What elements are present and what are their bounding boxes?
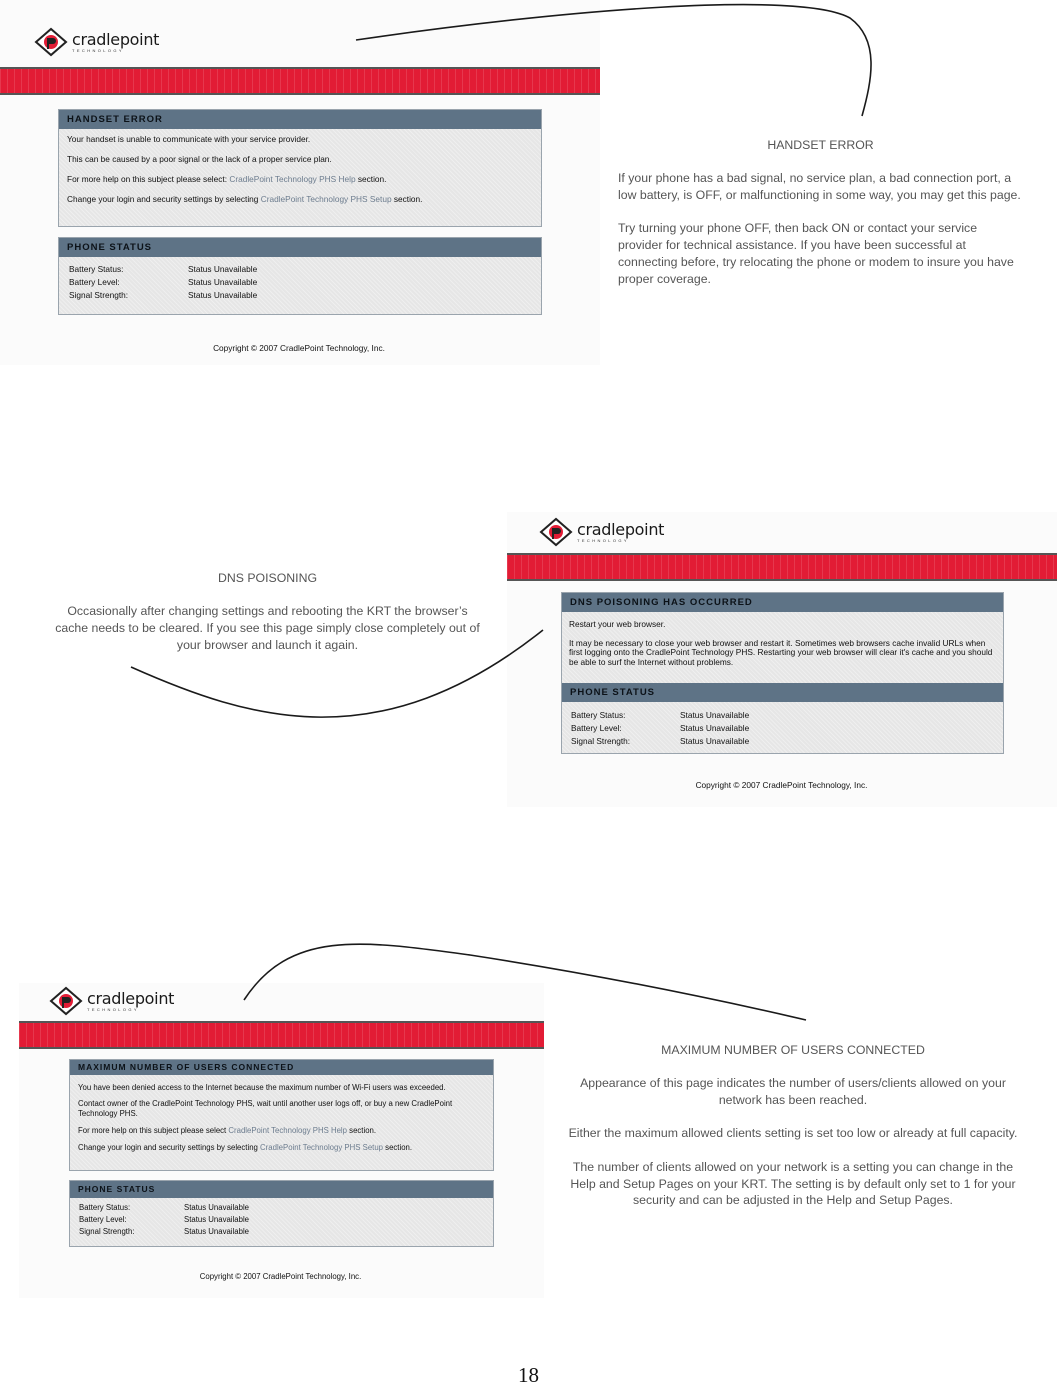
logo-tagline: TECHNOLOGY (72, 47, 125, 53)
phs-setup-link[interactable]: CradlePoint Technology PHS Setup (260, 1143, 383, 1153)
phs-setup-link[interactable]: CradlePoint Technology PHS Setup (260, 193, 392, 204)
phone-status-title: PHONE STATUS (562, 683, 1003, 702)
status-value: Status Unavailable (680, 723, 750, 733)
error-message-2: Contact owner of the CradlePoint Technology PHS, wait until another user logs off, or buy a new CradlePoint Technology PHS. (78, 1099, 453, 1118)
caption-title: DNS POISONING (217, 571, 318, 585)
dns-connector-line (131, 630, 543, 717)
phs-help-link[interactable]: CradlePoint Technology PHS Help (229, 173, 356, 184)
status-value: Status Unavailable (188, 290, 258, 300)
status-label: Signal Strength: (69, 290, 129, 300)
caption-title: MAXIMUM NUMBER OF USERS CONNECTED (661, 1043, 925, 1057)
logo-wordmark: cradlepoint (577, 519, 665, 539)
copyright-text: Copyright © 2007 CradlePoint Technology, Inc. (695, 780, 868, 790)
copyright-text: Copyright © 2007 CradlePoint Technology, Inc. (199, 1272, 362, 1281)
setup-prefix: Change your login and security settings by selecting (67, 193, 261, 204)
status-label: Battery Status: (571, 710, 626, 720)
error-panel-title: MAXIMUM NUMBER OF USERS CONNECTED (70, 1060, 493, 1075)
status-label: Battery Status: (69, 264, 124, 274)
phs-help-link[interactable]: CradlePoint Technology PHS Help (228, 1126, 347, 1136)
phone-status-title: PHONE STATUS (59, 238, 541, 257)
status-label: Battery Level: (79, 1215, 127, 1224)
caption-paragraph: Either the maximum allowed clients setting is set too low or already at full capacity. (568, 1126, 1018, 1141)
error-message-1: Restart your web browser. (569, 619, 666, 629)
page-number: 18 (518, 1363, 539, 1387)
setup-prefix: Change your login and security settings by selecting (78, 1143, 261, 1153)
status-label: Signal Strength: (571, 736, 631, 746)
help-suffix: section. (347, 1126, 377, 1136)
logo-wordmark: cradlepoint (72, 29, 160, 49)
error-message-1: Your handset is unable to communicate with your service provider. (67, 134, 311, 144)
status-label: Battery Status: (79, 1203, 131, 1212)
error-message-2: It may be necessary to close your web browser and restart it. Sometimes web browsers cache invalid URLs when first logging onto the CradlePoint Technology PHS. Restarting your web browser will clear it's cache and you should be able to surf the Internet without problems. (569, 637, 993, 668)
help-prefix: For more help on this subject please select: (67, 173, 230, 184)
logo-tagline: TECHNOLOGY (87, 1006, 140, 1012)
status-value: Status Unavailable (680, 736, 750, 746)
error-panel-title: HANDSET ERROR (59, 110, 541, 129)
caption-title: HANDSET ERROR (767, 138, 874, 152)
setup-suffix: section. (383, 1143, 413, 1153)
status-label: Signal Strength: (79, 1227, 135, 1236)
logo-tagline: TECHNOLOGY (577, 537, 630, 543)
error-message-2: This can be caused by a poor signal or the lack of a proper service plan. (67, 153, 332, 164)
copyright-text: Copyright © 2007 CradlePoint Technology, Inc. (213, 343, 385, 353)
caption-paragraph: Try turning your phone OFF, then back ON or contact your service provider for technical assistance. If you have been successful at connecting before, try relocating the phone or modem to insure you have proper coverage. (618, 221, 1014, 286)
status-label: Battery Level: (69, 277, 120, 287)
caption-paragraph: Occasionally after changing settings and rebooting the KRT the browser’s cache needs to be cleared. If you see this page simply close completely out of your browser and launch it again. (55, 604, 480, 652)
caption-paragraph: Appearance of this page indicates the number of users/clients allowed on your network has been reached. (580, 1076, 1006, 1108)
error-message-1: You have been denied access to the Internet because the maximum number of Wi-Fi users was exceeded. (78, 1083, 446, 1092)
handset-connector-line (356, 5, 871, 116)
error-panel-title: DNS POISONING HAS OCCURRED (562, 593, 1003, 612)
status-value: Status Unavailable (184, 1227, 250, 1236)
phone-status-title: PHONE STATUS (70, 1181, 493, 1198)
help-suffix: section. (355, 173, 387, 184)
status-value: Status Unavailable (188, 264, 258, 274)
status-value: Status Unavailable (680, 710, 750, 720)
caption-paragraph: The number of clients allowed on your network is a setting you can change in the Help and Setup Pages on your KRT. The setting is by default only set to 1 for your security and can be adjusted in the Help and Setup Pages. (570, 1159, 1016, 1208)
help-prefix: For more help on this subject please select (78, 1126, 229, 1136)
status-value: Status Unavailable (188, 277, 258, 287)
status-label: Battery Level: (571, 723, 622, 733)
logo-wordmark: cradlepoint (87, 988, 175, 1008)
status-value: Status Unavailable (184, 1203, 250, 1212)
maxusers-connector-line (244, 944, 806, 1020)
caption-paragraph: If your phone has a bad signal, no service plan, a bad connection port, a low battery, is OFF, or malfunctioning in some way, you may get this page. (618, 171, 1021, 203)
status-value: Status Unavailable (184, 1215, 250, 1224)
setup-suffix: section. (391, 193, 423, 204)
